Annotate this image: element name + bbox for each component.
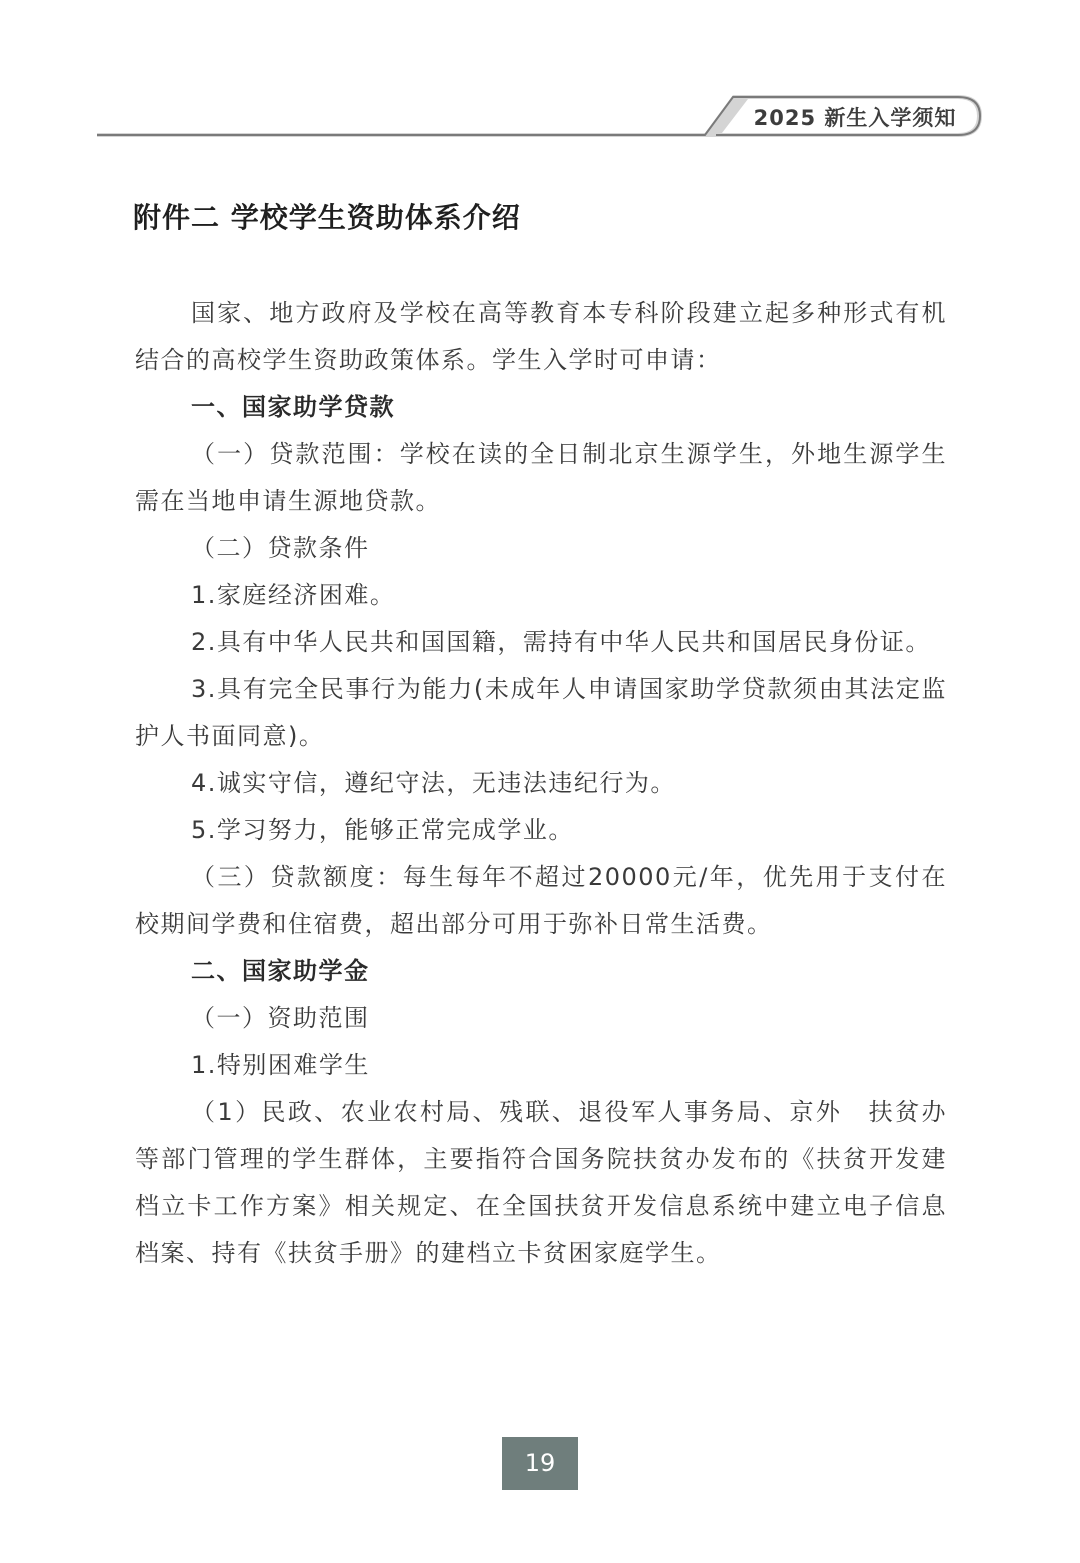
paragraph-grant-scope: （一）资助范围 <box>191 1004 370 1032</box>
paragraph-loan-conditions: （二）贷款条件 <box>191 534 370 562</box>
paragraph-condition-2: 2.具有中华人民共和国国籍，需持有中华人民共和国居民身份证。 <box>191 628 931 656</box>
paragraph-condition-3: 3.具有完全民事行为能力(未成年人申请国家助学贷款须由其法定监护人书面同意)。 <box>135 675 947 750</box>
paragraph-intro: 国家、地方政府及学校在高等教育本专科阶段建立起多种形式有机结合的高校学生资助政策体系。学生入学时可申请： <box>135 299 947 374</box>
body-text <box>135 290 947 1277</box>
paragraph-loan-scope: （一）贷款范围：学校在读的全日制北京生源学生，外地生源学生需在当地申请生源地贷款。 <box>135 440 947 515</box>
paragraph-condition-5: 5.学习努力，能够正常完成学业。 <box>191 816 574 844</box>
section-heading-loan: 一、国家助学贷款 <box>191 393 395 421</box>
paragraph-special-hardship: 1.特别困难学生 <box>191 1051 370 1079</box>
page-title: 附件二 学校学生资助体系介绍 <box>133 201 521 234</box>
paragraph-loan-amount: （三）贷款额度：每生每年不超过20000元/年，优先用于支付在校期间学费和住宿费，超出部分可用于弥补日常生活费。 <box>135 863 947 938</box>
section-heading-grant: 二、国家助学金 <box>191 957 370 985</box>
header-label: 2025 新生入学须知 <box>753 106 957 130</box>
paragraph-condition-1: 1.家庭经济困难。 <box>191 581 396 609</box>
paragraph-special-hardship-1: （1）民政、农业农村局、残联、退役军人事务局、京外 扶贫办等部门管理的学生群体，主要指符合国务院扶贫办发布的《扶贫开发建档立卡工作方案》相关规定、在全国扶贫开发信息系统中建立电子信息档案、持有《扶贫手册》的建档立卡贫困家庭学生。 <box>135 1098 947 1267</box>
paragraph-condition-4: 4.诚实守信，遵纪守法，无违法违纪行为。 <box>191 769 676 797</box>
header-banner <box>0 0 1080 160</box>
page-number: 19 <box>502 1437 578 1490</box>
